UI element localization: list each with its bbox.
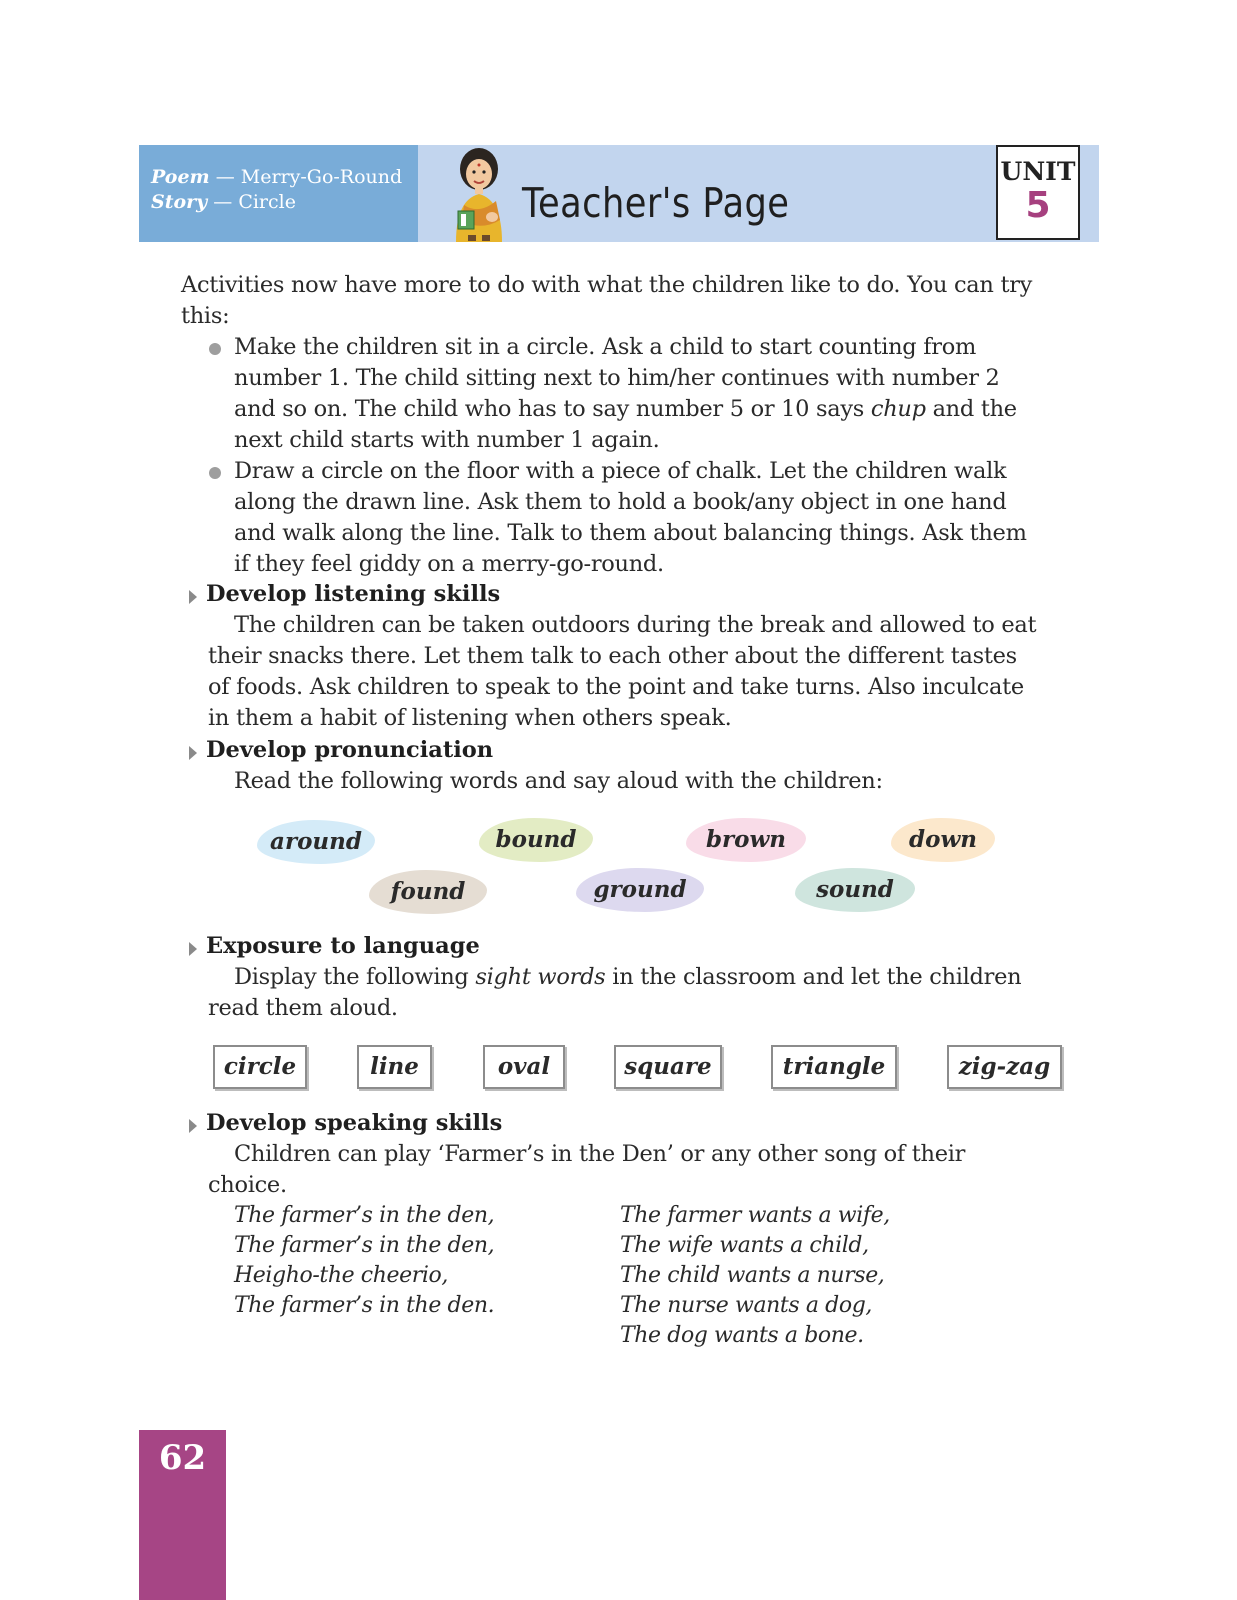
page-number: 62	[158, 1438, 207, 1478]
header-band	[139, 145, 1099, 242]
heading-exposure: Exposure to language	[206, 933, 480, 959]
page-title: Teacher's Page	[522, 179, 790, 227]
word-blob-sound: sound	[795, 868, 915, 912]
sight-word-card: line	[357, 1045, 432, 1089]
word-blob-bound: bound	[479, 818, 593, 862]
exposure-line-2: read them aloud.	[208, 995, 398, 1021]
story-label: Story	[151, 191, 208, 213]
poem-right-line: The nurse wants a dog,	[620, 1293, 872, 1318]
listening-line-3: of foods. Ask children to speak to the point and take turns. Also inculcate	[208, 674, 1024, 700]
listening-line-4: in them a habit of listening when others speak.	[208, 705, 732, 731]
poem-right-line: The dog wants a bone.	[620, 1323, 864, 1348]
listening-line-2: their snacks there. Let them talk to each other about the different tastes	[208, 643, 1017, 669]
word-blob-found: found	[369, 870, 487, 914]
intro-line-1: Activities now have more to do with what the children like to do. You can try	[181, 272, 1033, 298]
section-arrow-icon	[189, 590, 197, 604]
poem-left-line: Heigho-the cheerio,	[234, 1263, 448, 1288]
poem-title: — Merry-Go-Round	[215, 166, 403, 188]
story-title: — Circle	[213, 191, 296, 213]
poem-right-line: The farmer wants a wife,	[620, 1203, 890, 1228]
bullet-2-line-4: if they feel giddy on a merry-go-round.	[234, 551, 664, 577]
section-arrow-icon	[189, 746, 197, 760]
listening-line-1: The children can be taken outdoors during the break and allowed to eat	[234, 612, 1037, 638]
bullet-icon	[209, 467, 221, 479]
sight-word-card: oval	[483, 1045, 565, 1089]
section-arrow-icon	[189, 942, 197, 956]
lesson-info-panel	[139, 145, 418, 242]
poem-left-line: The farmer’s in the den,	[234, 1203, 495, 1228]
pronunciation-instruction: Read the following words and say aloud with the children:	[234, 768, 883, 794]
teacher-illustration	[444, 145, 514, 242]
word-blob-brown: brown	[686, 818, 806, 862]
bullet-1-line-4: next child starts with number 1 again.	[234, 427, 660, 453]
heading-listening: Develop listening skills	[206, 581, 501, 607]
poem-right-line: The child wants a nurse,	[620, 1263, 885, 1288]
section-arrow-icon	[189, 1119, 197, 1133]
bullet-2-line-3: and walk along the line. Talk to them about balancing things. Ask them	[234, 520, 1027, 546]
unit-label: UNIT	[1000, 157, 1076, 186]
italic-word-chup: chup	[870, 396, 926, 422]
bullet-1-line-2: number 1. The child sitting next to him/her continues with number 2	[234, 365, 1000, 391]
sight-word-card: square	[614, 1045, 722, 1089]
bullet-2-line-2: along the drawn line. Ask them to hold a book/any object in one hand	[234, 489, 1007, 515]
poem-label: Poem	[151, 166, 210, 188]
intro-line-2: this:	[181, 303, 230, 329]
word-blob-ground: ground	[576, 868, 704, 912]
bullet-1-line-1: Make the children sit in a circle. Ask a child to start counting from	[234, 334, 977, 360]
unit-number: 5	[1025, 185, 1051, 226]
sight-word-card: circle	[213, 1045, 307, 1089]
poem-left-line: The farmer’s in the den.	[234, 1293, 495, 1318]
poem-line	[151, 166, 402, 188]
italic-sight-words: sight words	[475, 964, 606, 990]
poem-left-line: The farmer’s in the den,	[234, 1233, 495, 1258]
word-blob-around: around	[257, 820, 375, 864]
sight-word-card: zig-zag	[947, 1045, 1062, 1089]
unit-badge	[996, 145, 1080, 240]
heading-speaking: Develop speaking skills	[206, 1110, 503, 1136]
speaking-line-1: Children can play ‘Farmer’s in the Den’ or any other song of their	[234, 1141, 966, 1167]
bullet-2-line-1: Draw a circle on the floor with a piece of chalk. Let the children walk	[234, 458, 1007, 484]
sight-word-card: triangle	[771, 1045, 897, 1089]
heading-pronunciation: Develop pronunciation	[206, 737, 494, 763]
page-number-tab	[139, 1430, 226, 1600]
poem-right-line: The wife wants a child,	[620, 1233, 869, 1258]
word-blob-down: down	[891, 818, 995, 862]
story-line	[151, 191, 296, 213]
bullet-1-line-3: and so on. The child who has to say number 5 or 10 says chup and the	[234, 396, 1017, 422]
bullet-icon	[209, 343, 221, 355]
speaking-line-2: choice.	[208, 1172, 287, 1198]
exposure-line-1: Display the following sight words in the classroom and let the children	[234, 964, 1022, 990]
